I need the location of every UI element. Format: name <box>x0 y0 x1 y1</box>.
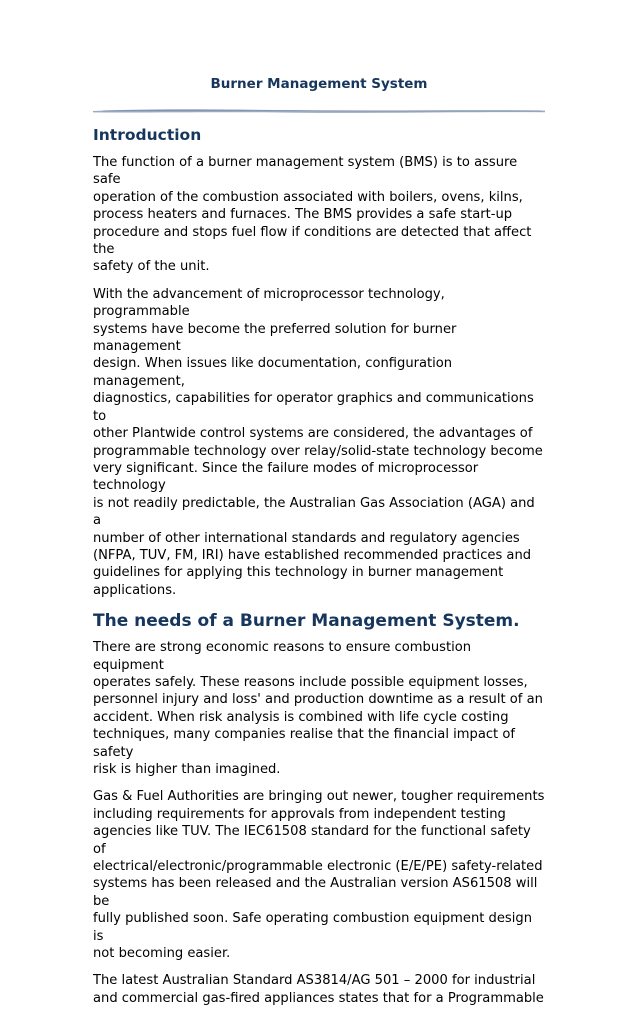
decorative-divider <box>93 106 545 116</box>
section-heading-needs: The needs of a Burner Management System. <box>93 611 520 632</box>
paragraph: With the advancement of microprocessor technology, programmable systems have become the preferred solution for burner management design. When issues like documentation, configuration management, diagnostics, capabilities for operator graphics and communications to other Plantwide control systems are considered, the advantages of programmable technology over relay/solid-state technology become very significant. Since the failure modes of microprocessor technology is not readily predictable, the Australian Gas Association (AGA) and a number of other international standards and regulatory agencies (NFPA, TUV, FM, IRI) have established recommended practices and guidelines for applying this technology in burner management applications. <box>93 286 543 598</box>
paragraph: The function of a burner management system (BMS) is to assure safe operation of the combustion associated with boilers, ovens, kilns, process heaters and furnaces. The BMS provides a safe start-up procedure and stops fuel flow if conditions are detected that affect the safety of the unit. <box>93 155 532 275</box>
section-needs <box>93 609 545 1007</box>
document-title: Burner Management System <box>210 76 428 92</box>
paragraph: Gas & Fuel Authorities are bringing out newer, tougher requirements including requirements for approvals from independent testing agencies like TUV. The IEC61508 standard for the functional safety of electrical/electronic/programmable electronic (E/E/PE) safety-related systems has been released and the Australian version AS61508 will be fully published soon. Safe operating combustion equipment design is not becoming easier. <box>93 789 545 962</box>
paragraph: The latest Australian Standard AS3814/AG 501 – 2000 for industrial and commercial gas-fired appliances states that for a Programmable <box>93 973 544 1006</box>
section-heading-introduction: Introduction <box>93 126 202 144</box>
section-introduction <box>93 124 545 599</box>
paragraph: There are strong economic reasons to ensure combustion equipment operates safely. These reasons include possible equipment losses, personnel injury and loss' and production downtime as a result of an accident. When risk analysis is combined with life cycle costing techniques, many companies realise that the financial impact of safety risk is higher than imagined. <box>93 640 543 777</box>
document-body <box>93 124 545 1017</box>
